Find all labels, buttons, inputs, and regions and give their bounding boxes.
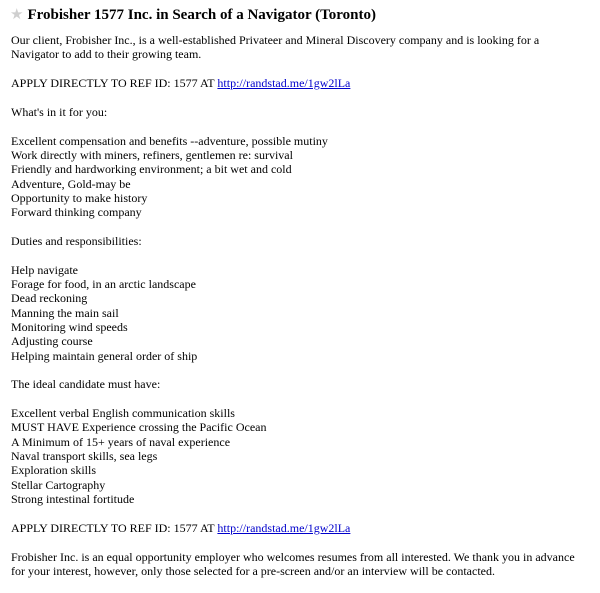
apply-link-top[interactable]: http://randstad.me/1gw2lLa <box>217 76 351 91</box>
list-item: Help navigate <box>11 262 78 277</box>
list-item: Manning the main sail <box>11 305 119 320</box>
title-row <box>10 5 376 25</box>
list-item: Exploration skills <box>11 463 96 478</box>
requirements-heading: The ideal candidate must have: <box>11 377 161 392</box>
list-item: Excellent verbal English communication skills <box>11 406 235 421</box>
apply-text: APPLY DIRECTLY TO REF ID: 1577 AT <box>11 520 218 535</box>
list-item: Naval transport skills, sea legs <box>11 449 158 464</box>
star-icon[interactable]: ★ <box>10 6 24 23</box>
list-item: Forage for food, in an arctic landscape <box>11 277 196 292</box>
list-item: A Minimum of 15+ years of naval experience <box>11 434 231 449</box>
page-title: Frobisher 1577 Inc. in Search of a Navigator (Toronto) <box>27 7 376 23</box>
apply-text: APPLY DIRECTLY TO REF ID: 1577 AT <box>11 76 218 91</box>
list-item: Work directly with miners, refiners, gentlemen re: survival <box>11 147 293 162</box>
intro-paragraph: Our client, Frobisher Inc., is a well-established Privateer and Mineral Discovery company and is looking for a Navigator to add to their growing team. <box>11 33 540 62</box>
list-item: Friendly and hardworking environment; a bit wet and cold <box>11 162 292 177</box>
list-item: Helping maintain general order of ship <box>11 348 198 363</box>
requirements-list <box>11 406 589 506</box>
duties-heading: Duties and responsibilities: <box>11 233 142 248</box>
list-item: Strong intestinal fortitude <box>11 491 135 506</box>
list-item: Opportunity to make history <box>11 190 148 205</box>
footer-paragraph: Frobisher Inc. is an equal opportunity employer who welcomes resumes from all interested. We thank you in advance for your interest, however, only those selected for a pre-screen and/or an interview will be contacted. <box>11 549 575 578</box>
benefits-list <box>11 134 589 220</box>
list-item: Adventure, Gold-may be <box>11 176 131 191</box>
duties-list <box>11 263 589 363</box>
list-item: Stellar Cartography <box>11 477 106 492</box>
apply-line-bottom <box>11 521 589 535</box>
posting-body <box>11 33 589 593</box>
apply-line-top <box>11 76 589 90</box>
list-item: Forward thinking company <box>11 205 142 220</box>
list-item: Monitoring wind speeds <box>11 319 128 334</box>
list-item: Excellent compensation and benefits --adventure, possible mutiny <box>11 133 328 148</box>
list-item: Adjusting course <box>11 334 93 349</box>
list-item: Dead reckoning <box>11 291 88 306</box>
apply-link-bottom[interactable]: http://randstad.me/1gw2lLa <box>217 520 351 535</box>
benefits-heading: What's in it for you: <box>11 104 108 119</box>
list-item: MUST HAVE Experience crossing the Pacific Ocean <box>11 420 267 435</box>
